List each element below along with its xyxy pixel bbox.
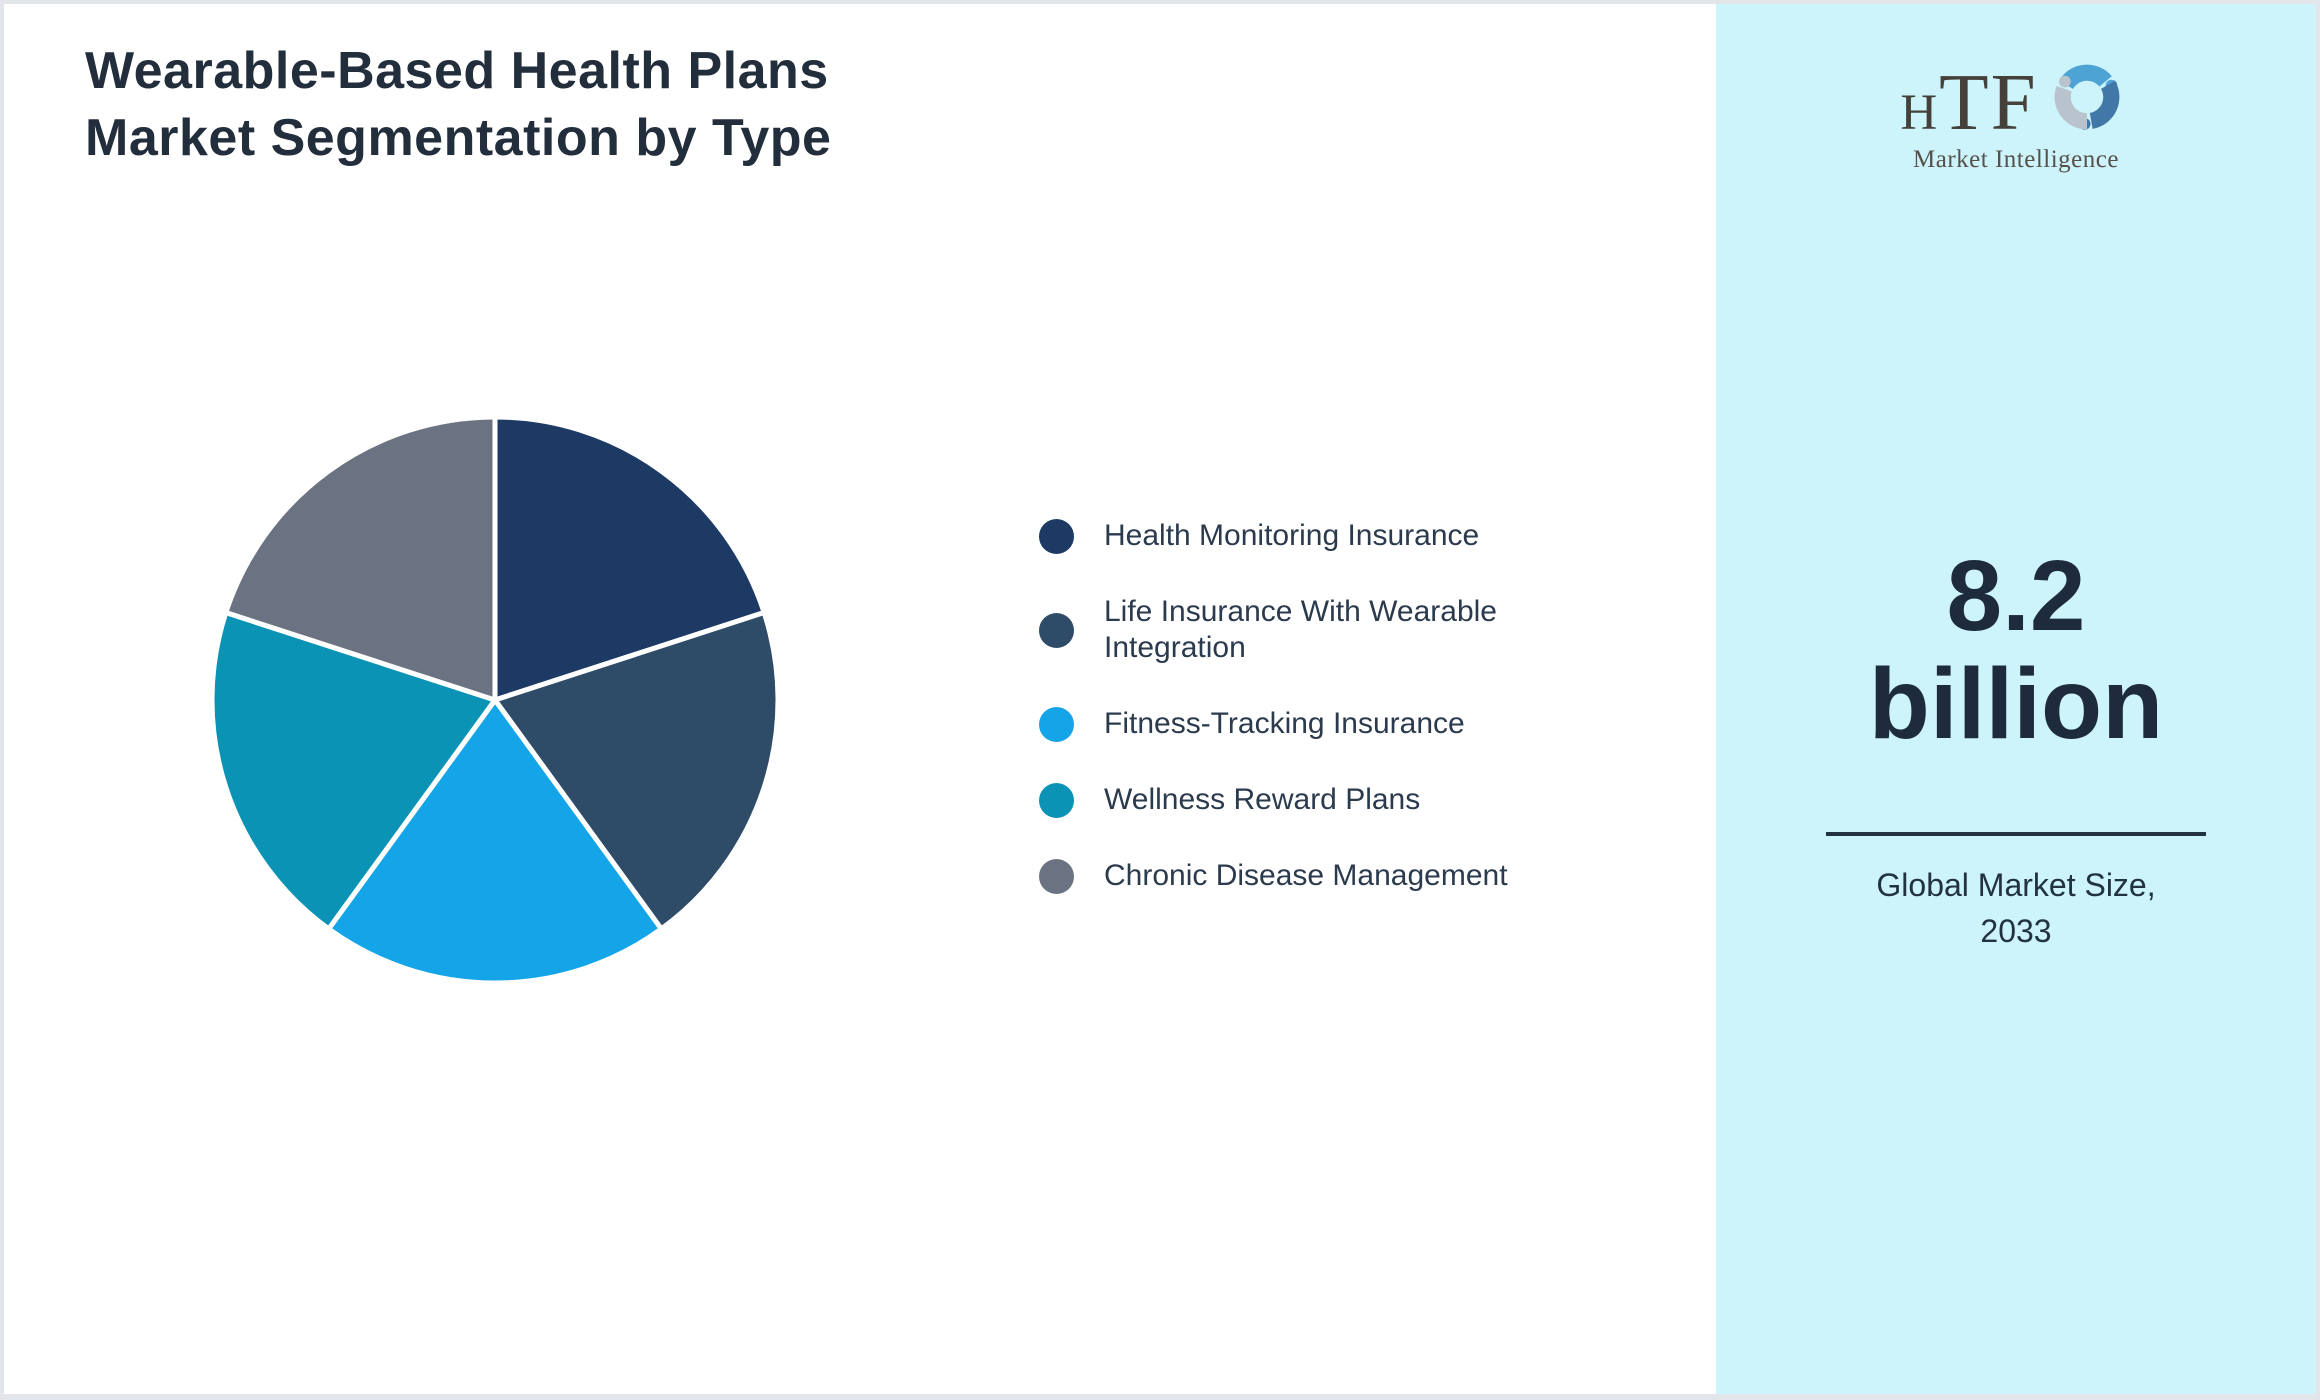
legend-item <box>1039 706 1544 742</box>
divider <box>1826 832 2206 836</box>
brand-wordmark: HTF <box>1900 56 2038 147</box>
market-size-number: 8.2 <box>1946 540 2086 652</box>
market-size-value <box>1716 542 2316 758</box>
legend-label: Life Insurance With Wearable Integration <box>1104 595 1497 664</box>
brand-logo-row <box>1900 52 2131 152</box>
legend-label: Chronic Disease Management <box>1104 859 1508 892</box>
legend-swatch <box>1039 613 1074 648</box>
legend-label: Wellness Reward Plans <box>1104 783 1421 816</box>
brand-logo <box>1716 52 2316 174</box>
market-size-label <box>1716 862 2316 954</box>
legend-item <box>1039 594 1544 666</box>
legend-item <box>1039 782 1544 818</box>
infographic-canvas <box>4 4 2316 1394</box>
legend-label: Fitness-Tracking Insurance <box>1104 707 1465 740</box>
page-title <box>85 38 831 172</box>
brand-tagline: Market Intelligence <box>1913 146 2119 173</box>
legend-swatch <box>1039 519 1074 554</box>
market-size-label-line2: 2033 <box>1980 913 2052 949</box>
legend-swatch <box>1039 783 1074 818</box>
page-title-line2: Market Segmentation by Type <box>85 109 832 167</box>
market-size-unit: billion <box>1868 648 2164 760</box>
legend <box>1039 518 1544 894</box>
legend-label: Health Monitoring Insurance <box>1104 519 1480 552</box>
sidebar <box>1716 4 2316 1394</box>
page-title-line1: Wearable-Based Health Plans <box>85 42 829 100</box>
legend-item <box>1039 858 1544 894</box>
legend-swatch <box>1039 859 1074 894</box>
legend-swatch <box>1039 707 1074 742</box>
htf-swirl-logo-icon <box>2042 52 2132 142</box>
pie-chart <box>195 400 795 1000</box>
market-size-label-line1: Global Market Size, <box>1876 867 2156 903</box>
legend-item <box>1039 518 1544 554</box>
